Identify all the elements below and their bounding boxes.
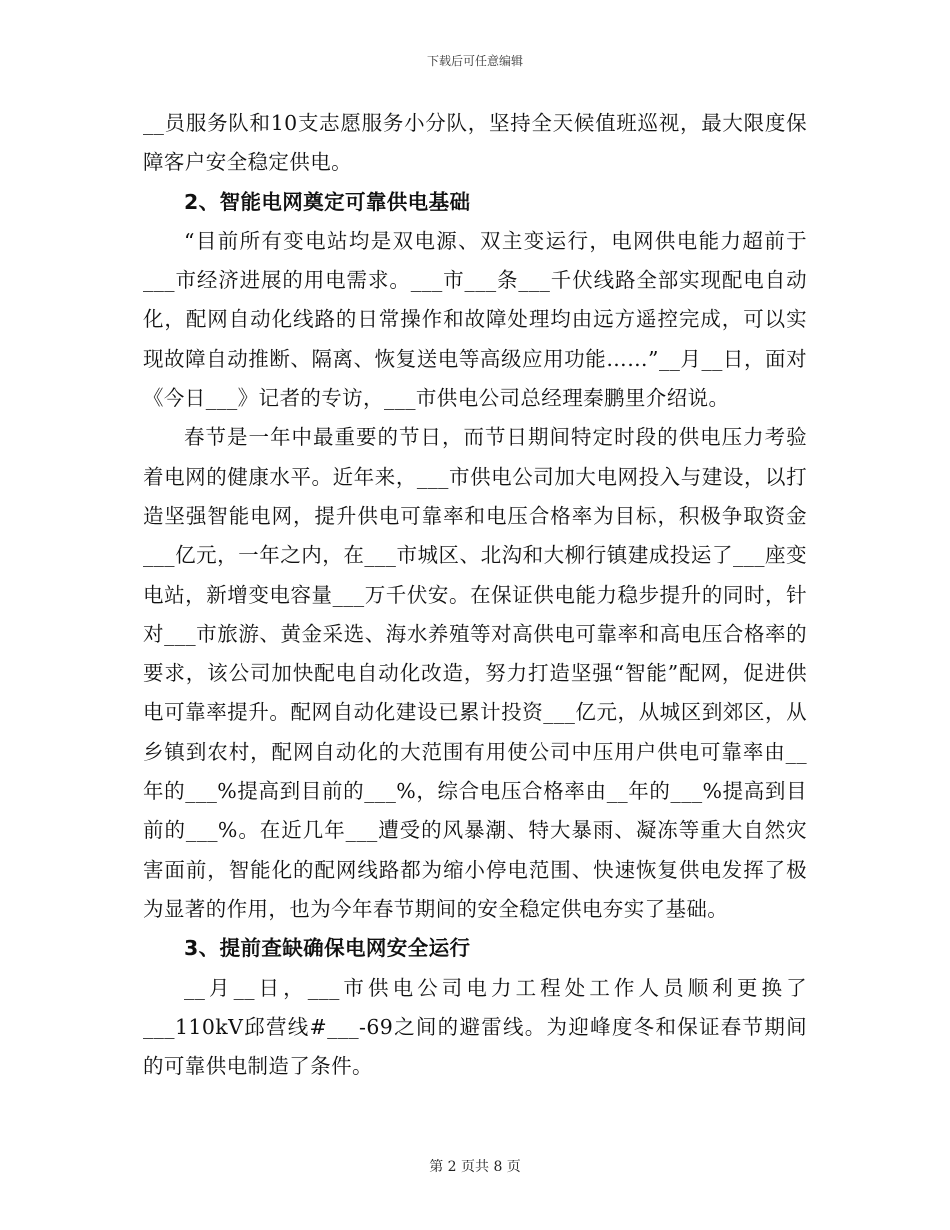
paragraph-continuation: __员服务队和10支志愿服务小分队，坚持全天候值班巡视，最大限度保障客户安全稳定供电。 (143, 111, 807, 175)
paragraph-quote: “目前所有变电站均是双电源、双主变运行，电网供电能力超前于___市经济进展的用电需求。___市___条___千伏线路全部实现配电自动化，配网自动化线路的日常操作和故障处理均由远方遥控完成，可以实现故障自动推断、隔离、恢复送电等高级应用功能……”__月__日，面对《今日___》记者的专访，___市供电公司总经理秦鹏里介绍说。 (143, 228, 807, 411)
section-heading-2: 2、智能电网奠定可靠供电基础 (184, 189, 471, 214)
page-header: 下载后可任意编辑 (426, 54, 523, 68)
section-heading-3: 3、提前查缺确保电网安全运行 (184, 936, 471, 961)
document-body (143, 104, 807, 1086)
paragraph-spring-festival: 春节是一年中最重要的节日，而节日期间特定时段的供电压力考验着电网的健康水平。近年来，___市供电公司加大电网投入与建设，以打造坚强智能电网，提升供电可靠率和电压合格率为目标，积极争取资金___亿元，一年之内，在___市城区、北沟和大柳行镇建成投运了___座变电站，新增变电容量___万千伏安。在保证供电能力稳步提升的同时，针对___市旅游、黄金采选、海水养殖等对高供电可靠率和高电压合格率的要求，该公司加快配电自动化改造，努力打造坚强“智能”配网，促进供电可靠率提升。配网自动化建设已累计投资___亿元，从城区到郊区，从乡镇到农村，配网自动化的大范围有用使公司中压用户供电可靠率由__年的___%提高到目前的___%，综合电压合格率由__年的___%提高到目前的___%。在近几年___遭受的风暴潮、特大暴雨、凝冻等重大自然灾害面前，智能化的配网线路都为缩小停电范围、快速恢复供电发挥了极为显著的作用，也为今年春节期间的安全稳定供电夯实了基础。 (143, 425, 807, 921)
paragraph-maintenance: __月__日，___市供电公司电力工程处工作人员顺利更换了___110kV邱营线#___-69之间的避雷线。为迎峰度冬和保证春节期间的可靠供电制造了条件。 (143, 975, 807, 1079)
page-footer: 第 2 页共 8 页 (429, 1159, 521, 1175)
